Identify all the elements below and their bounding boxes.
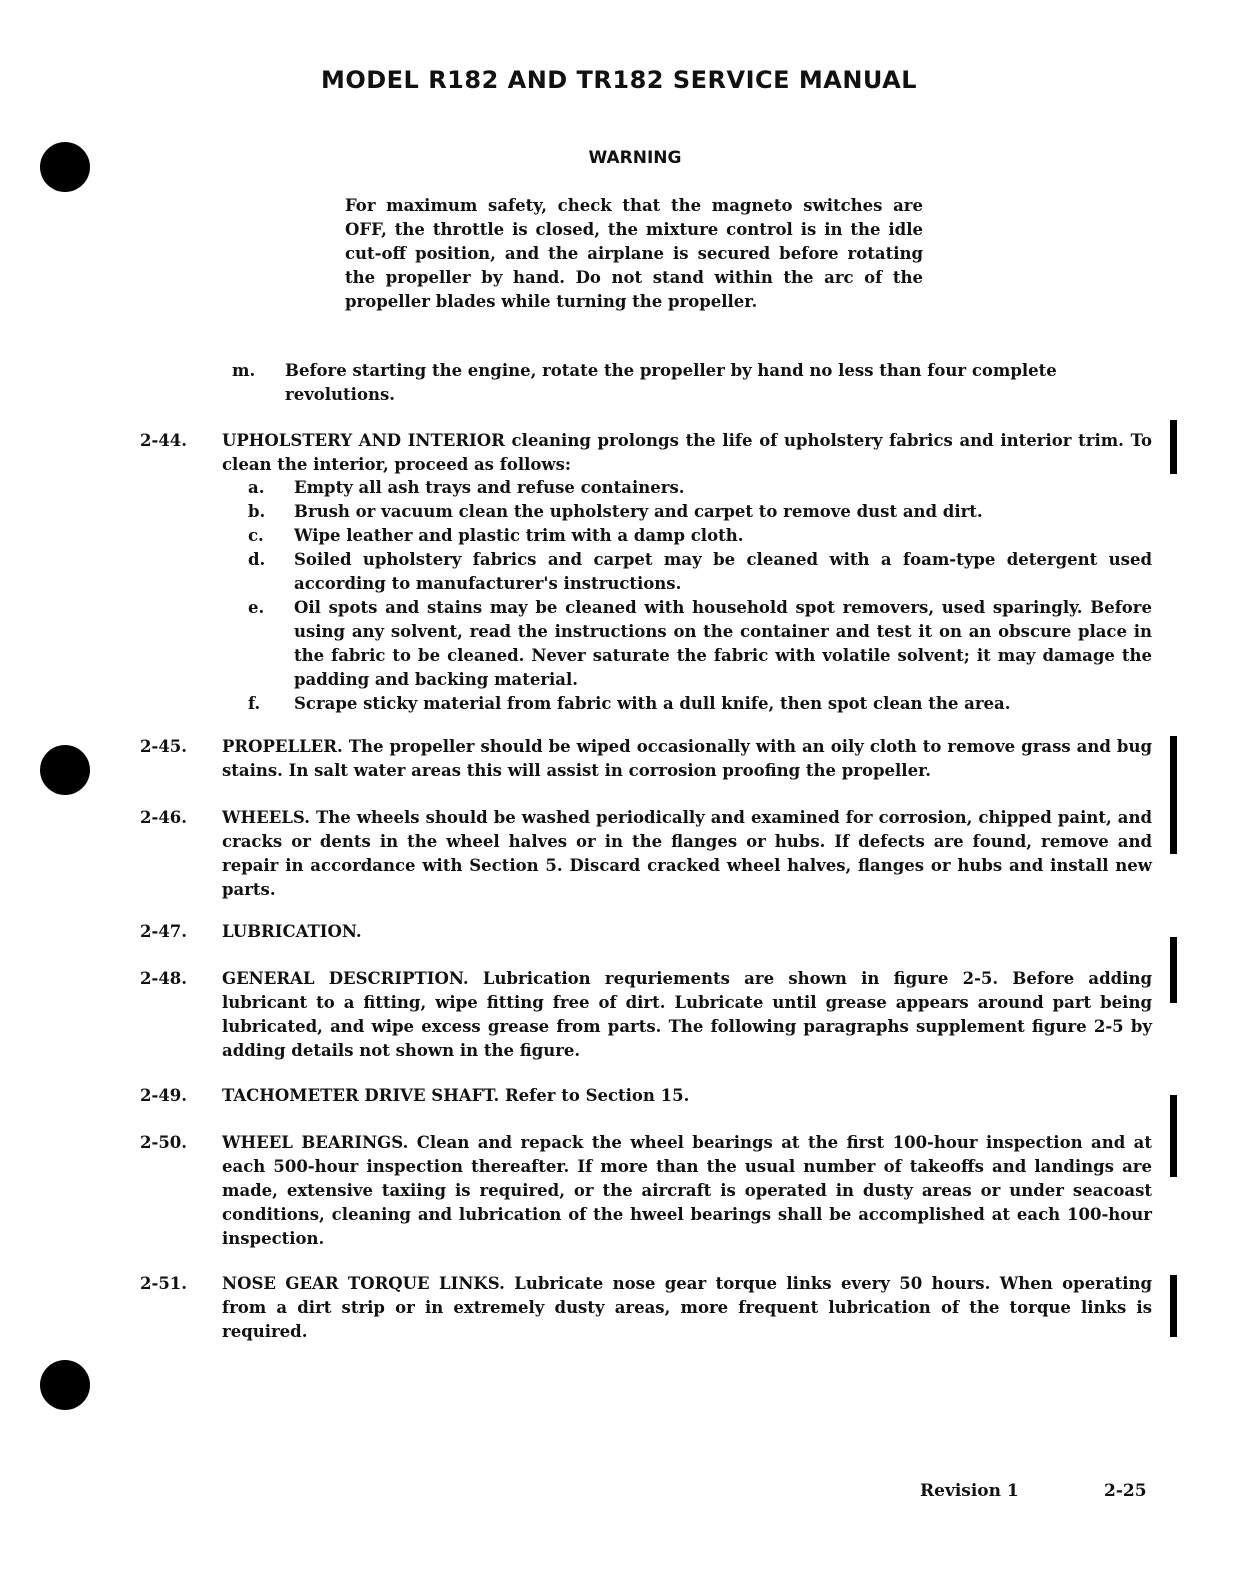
list-item-letter: f. — [248, 694, 261, 713]
paragraph-number: 2-50. — [140, 1133, 188, 1152]
list-item — [248, 500, 1152, 524]
list-item-letter: c. — [248, 526, 264, 545]
list-item-letter: a. — [248, 478, 265, 497]
list-item — [248, 596, 1152, 692]
warning-title: WARNING — [588, 148, 682, 168]
paragraph-text: PROPELLER. The propeller should be wiped occasionally with an oily cloth to remove grass and bug stains. In salt water areas this will assist in corrosion proofing the propeller. — [222, 737, 1152, 780]
list-item-letter: b. — [248, 502, 266, 521]
paragraph-number: 2-44. — [140, 431, 188, 450]
paragraph-number: 2-47. — [140, 922, 188, 941]
list-item-text: Soiled upholstery fabrics and carpet may be cleaned with a foam-type detergent used according to manufacturer's instructions. — [294, 550, 1152, 593]
step-letter: m. — [232, 361, 256, 380]
paragraph-number: 2-48. — [140, 969, 188, 988]
list-item-text: Wipe leather and plastic trim with a damp cloth. — [294, 526, 744, 545]
page-title: MODEL R182 AND TR182 SERVICE MANUAL — [320, 66, 918, 94]
paragraph-text: UPHOLSTERY AND INTERIOR cleaning prolongs the life of upholstery fabrics and interior trim. To clean the interior, proceed as follows: — [222, 431, 1152, 474]
list-item-letter: e. — [248, 598, 265, 617]
warning-text: For maximum safety, check that the magneto switches are OFF, the throttle is closed, the mixture control is in the idle cut-off position, and the airplane is secured before rotating the propeller by hand. Do not stand within the arc of the propeller blades while turning the propeller. — [345, 196, 923, 311]
revision-bar — [1170, 736, 1177, 854]
page-number: 2-25 — [1104, 1481, 1147, 1501]
paragraph-number: 2-49. — [140, 1086, 188, 1105]
paragraph-number: 2-46. — [140, 808, 188, 827]
revision-label: Revision 1 — [920, 1481, 1019, 1501]
list-item-text: Empty all ash trays and refuse containers. — [294, 478, 685, 497]
list-item — [248, 524, 1152, 548]
punch-hole-middle — [40, 745, 90, 795]
paragraph-number: 2-51. — [140, 1274, 188, 1293]
list-item-text: Scrape sticky material from fabric with a dull knife, then spot clean the area. — [294, 694, 1011, 713]
punch-hole-bottom — [40, 1360, 90, 1410]
revision-bar — [1170, 1275, 1177, 1337]
list-item — [248, 548, 1152, 596]
paragraph-text: WHEEL BEARINGS. Clean and repack the wheel bearings at the first 100-hour inspection and at each 500-hour inspection thereafter. If more than the usual number of takeoffs and landings are made, extensive taxiing is required, or the aircraft is operated in dusty areas or under seacoast conditions, cleaning and lubrication of the hweel bearings shall be accomplished at each 100-hour inspection. — [222, 1133, 1152, 1248]
revision-bar — [1170, 1095, 1177, 1177]
paragraph-text: NOSE GEAR TORQUE LINKS. Lubricate nose gear torque links every 50 hours. When operating from a dirt strip or in extremely dusty areas, more frequent lubrication of the torque links is required. — [222, 1274, 1152, 1341]
revision-bar — [1170, 937, 1177, 1003]
list-item-text: Oil spots and stains may be cleaned with household spot removers, used sparingly. Before using any solvent, read the instructions on the container and test it on an obscure place in the fabric to be cleaned. Never saturate the fabric with volatile solvent; it may damage the padding and backing material. — [294, 598, 1152, 689]
paragraph-text: GENERAL DESCRIPTION. Lubrication requriements are shown in figure 2-5. Before adding lubricant to a fitting, wipe fitting free of dirt. Lubricate until grease appears around part being lubricated, and wipe excess grease from parts. The following paragraphs supplement figure 2-5 by adding details not shown in the figure. — [222, 969, 1152, 1060]
paragraph-number: 2-45. — [140, 737, 188, 756]
list-item-text: Brush or vacuum clean the upholstery and carpet to remove dust and dirt. — [294, 502, 983, 521]
list-item-letter: d. — [248, 550, 266, 569]
cleaning-steps-list — [248, 476, 1152, 716]
paragraph-text: WHEELS. The wheels should be washed periodically and examined for corrosion, chipped paint, and cracks or dents in the wheel halves or in the flanges or hubs. If defects are found, remove and repair in accordance with Section 5. Discard cracked wheel halves, flanges or hubs and install new parts. — [222, 808, 1152, 899]
list-item — [248, 476, 1152, 500]
step-text: Before starting the engine, rotate the propeller by hand no less than four complete revolutions. — [285, 361, 1057, 404]
paragraph-text: LUBRICATION. — [222, 922, 362, 941]
list-item — [248, 692, 1152, 716]
paragraph-text: TACHOMETER DRIVE SHAFT. Refer to Section 15. — [222, 1086, 690, 1105]
revision-bar — [1170, 420, 1177, 474]
